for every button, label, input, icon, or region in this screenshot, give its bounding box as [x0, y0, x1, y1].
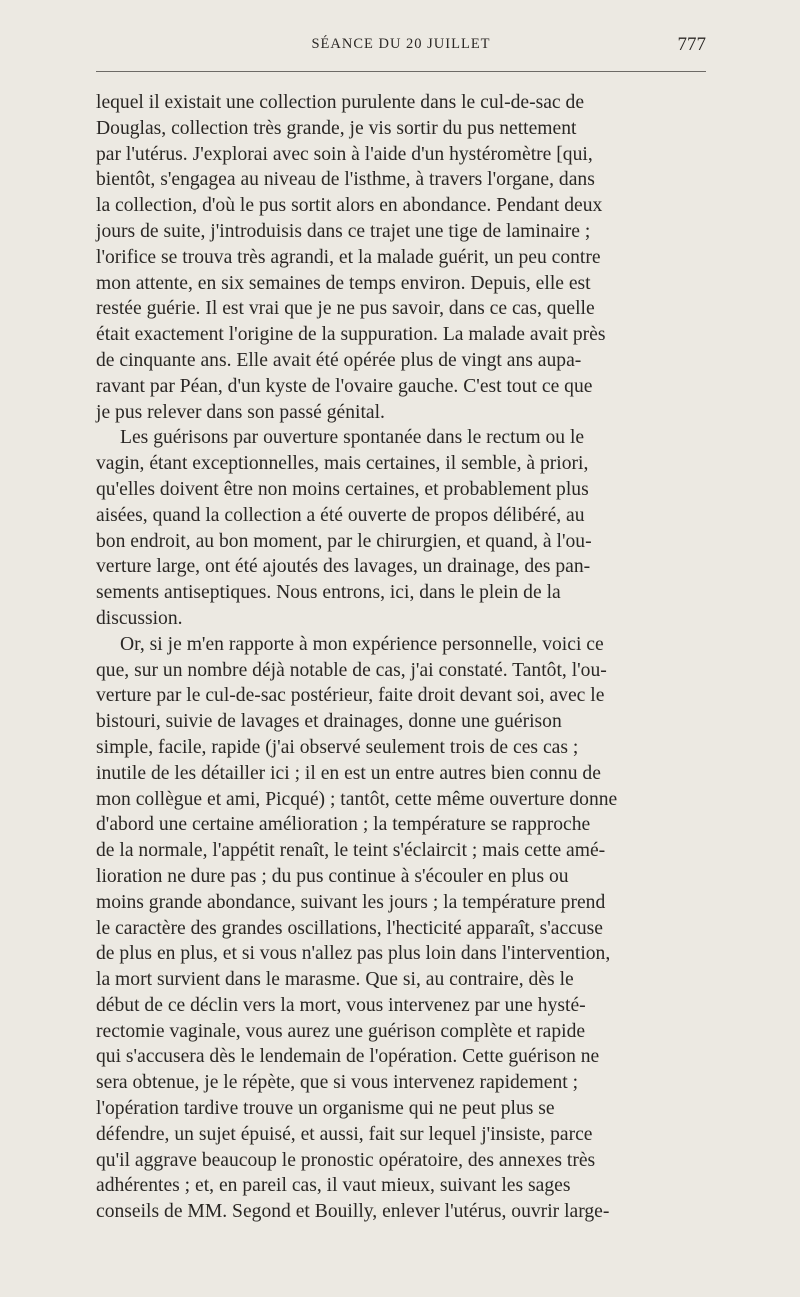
paragraph-personal-experience: Or, si je m'en rapporte à mon expérience personnelle, voici ce que, sur un nombre déjà notable de cas, j'ai constaté. Tantôt, l'ou- verture par le cul-de-sac postérieur, faite droit devant soi, avec le bistouri, suivie de lavages et drainages, donne une guérison simple, facile, rapide (j'ai observé seulement trois de ces cas ; inutile de les détailler ici ; il en est un entre autres bien connu de mon collègue et ami, Picqué) ; tantôt, cette même ouverture donne d'abord une certaine amélioration ; la température se rapproche de la normale, l'appétit renaît, le teint s'éclaircit ; mais cette amé- lioration ne dure pas ; du pus continue à s'écouler en plus ou moins grande abondance, suivant les jours ; la température prend le caractère des grandes oscillations, l'hecticité apparaît, s'accuse de plus en plus, et si vous n'allez pas plus loin dans l'intervention, la mort survient dans le marasme. Que si, au contraire, dès le début de ce déclin vers la mort, vous intervenez par une hysté- rectomie vaginale, vous aurez une guérison complète et rapide qui s'accusera dès le lendemain de l'opération. Cette guérison ne sera obtenue, je le répète, que si vous intervenez rapidement ; l'opération tardive trouve un organisme qui ne peut plus se défendre, un sujet épuisé, et aussi, fait sur lequel j'insiste, parce qu'il aggrave beaucoup le pronostic opératoire, des annexes très adhérentes ; et, en pareil cas, il vaut mieux, suivant les sages conseils de MM. Segond et Bouilly, enlever l'utérus, ouvrir large- [96, 633, 618, 1223]
page-number: 777 [677, 34, 706, 55]
page-header [96, 34, 706, 58]
running-head: SÉANCE DU 20 JUILLET [311, 36, 491, 52]
paragraph-spontaneous-cures: Les guérisons par ouverture spontanée dans le rectum ou le vagin, étant exceptionnelles, mais certaines, il semble, à priori, qu'elles doivent être non moins certaines, et probablement plus aisées, quand la collection a été ouverte de propos délibéré, au bon endroit, au bon moment, par le chirurgien, et quand, à l'ou- verture large, ont été ajoutés des lavages, un drainage, des pan- sements antiseptiques. Nous entrons, ici, dans le plein de la discussion. [96, 427, 592, 629]
paragraph-continued: lequel il existait une collection purulente dans le cul-de-sac de Douglas, collection très grande, je vis sortir du pus nettement par l'utérus. J'explorai avec soin à l'aide d'un hystéromètre [qui, bientôt, s'engagea au niveau de l'isthme, à travers l'organe, dans la collection, d'où le pus sortit alors en abondance. Pendant deux jours de suite, j'introduisis dans ce trajet une tige de laminaire ; l'orifice se trouva très agrandi, et la malade guérit, un peu contre mon attente, en six semaines de temps environ. Depuis, elle est restée guérie. Il est vrai que je ne pus savoir, dans ce cas, quelle était exactement l'origine de la suppuration. La malade avait près de cinquante ans. Elle avait été opérée plus de vingt ans aupa- ravant par Péan, d'un kyste de l'ovaire gauche. C'est tout ce que je pus relever dans son passé génital. [96, 92, 606, 423]
body-text [96, 90, 706, 1225]
header-rule [96, 71, 706, 72]
